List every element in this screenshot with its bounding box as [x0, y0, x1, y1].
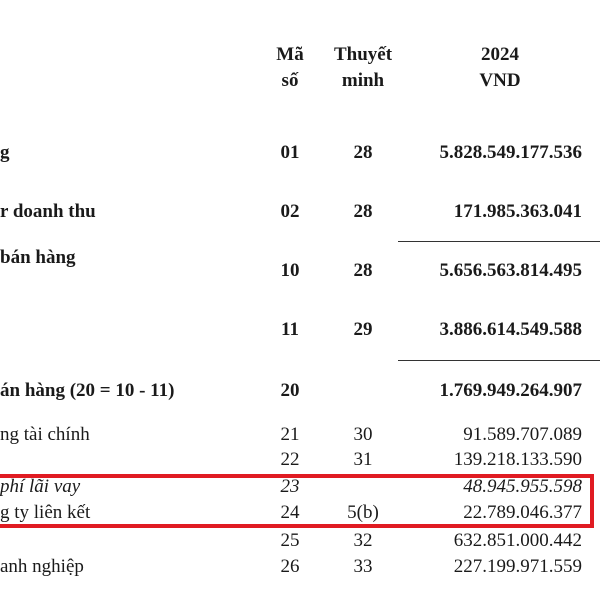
- row-code: 25: [280, 530, 300, 551]
- row-amount: 91.589.707.089: [463, 424, 582, 445]
- row-desc: ng tài chính: [0, 424, 90, 445]
- row-desc: phí lãi vay: [0, 476, 81, 497]
- row-amount: 22.789.046.377: [463, 502, 582, 523]
- row-note: 30: [353, 424, 373, 445]
- row-code: 22: [280, 449, 300, 470]
- row-code: 01: [280, 142, 300, 163]
- row-amount: 171.985.363.041: [453, 201, 582, 222]
- row-code: 20: [280, 380, 300, 401]
- row-amount: 48.945.955.598: [463, 476, 582, 497]
- row-note: 33: [353, 556, 373, 577]
- row-code: 24: [280, 502, 300, 523]
- subtotal-rule: [398, 241, 600, 242]
- header-code: [268, 42, 312, 94]
- row-note: 31: [353, 449, 373, 470]
- header-note-line1: Thuyết: [333, 44, 393, 65]
- row-desc: án hàng (20 = 10 - 11): [0, 380, 175, 401]
- row-note: 29: [353, 319, 373, 340]
- row-desc: r doanh thu: [0, 201, 96, 222]
- header-code-line2: số: [281, 70, 299, 91]
- row-note: 32: [353, 530, 373, 551]
- header-year-label: 2024: [481, 44, 519, 65]
- row-desc: g: [0, 142, 10, 163]
- row-amount: 5.656.563.814.495: [439, 260, 582, 281]
- row-code: 10: [280, 260, 300, 281]
- row-amount: 5.828.549.177.536: [439, 142, 582, 163]
- row-desc: g ty liên kết: [0, 502, 91, 523]
- row-note: 28: [353, 260, 373, 281]
- row-amount: 632.851.000.442: [453, 530, 582, 551]
- row-note: 5(b): [347, 502, 379, 523]
- header-year: [440, 42, 560, 94]
- row-code: 11: [281, 319, 299, 340]
- header-code-line1: Mã: [276, 44, 304, 65]
- row-amount: 139.218.133.590: [453, 449, 582, 470]
- row-amount: 1.769.949.264.907: [439, 380, 582, 401]
- row-amount: 227.199.971.559: [453, 556, 582, 577]
- row-note: 28: [353, 201, 373, 222]
- header-note-line2: minh: [341, 70, 385, 91]
- subtotal-rule: [398, 360, 600, 361]
- row-code: 21: [280, 424, 300, 445]
- row-amount: 3.886.614.549.588: [439, 319, 582, 340]
- highlight-box: [0, 474, 594, 528]
- row-code: 23: [280, 476, 300, 497]
- row-desc: bán hàng: [0, 247, 76, 268]
- row-code: 02: [280, 201, 300, 222]
- row-code: 26: [280, 556, 300, 577]
- header-note: [326, 42, 400, 94]
- header-currency-label: VND: [479, 70, 521, 91]
- row-desc: anh nghiệp: [0, 556, 84, 577]
- row-note: 28: [353, 142, 373, 163]
